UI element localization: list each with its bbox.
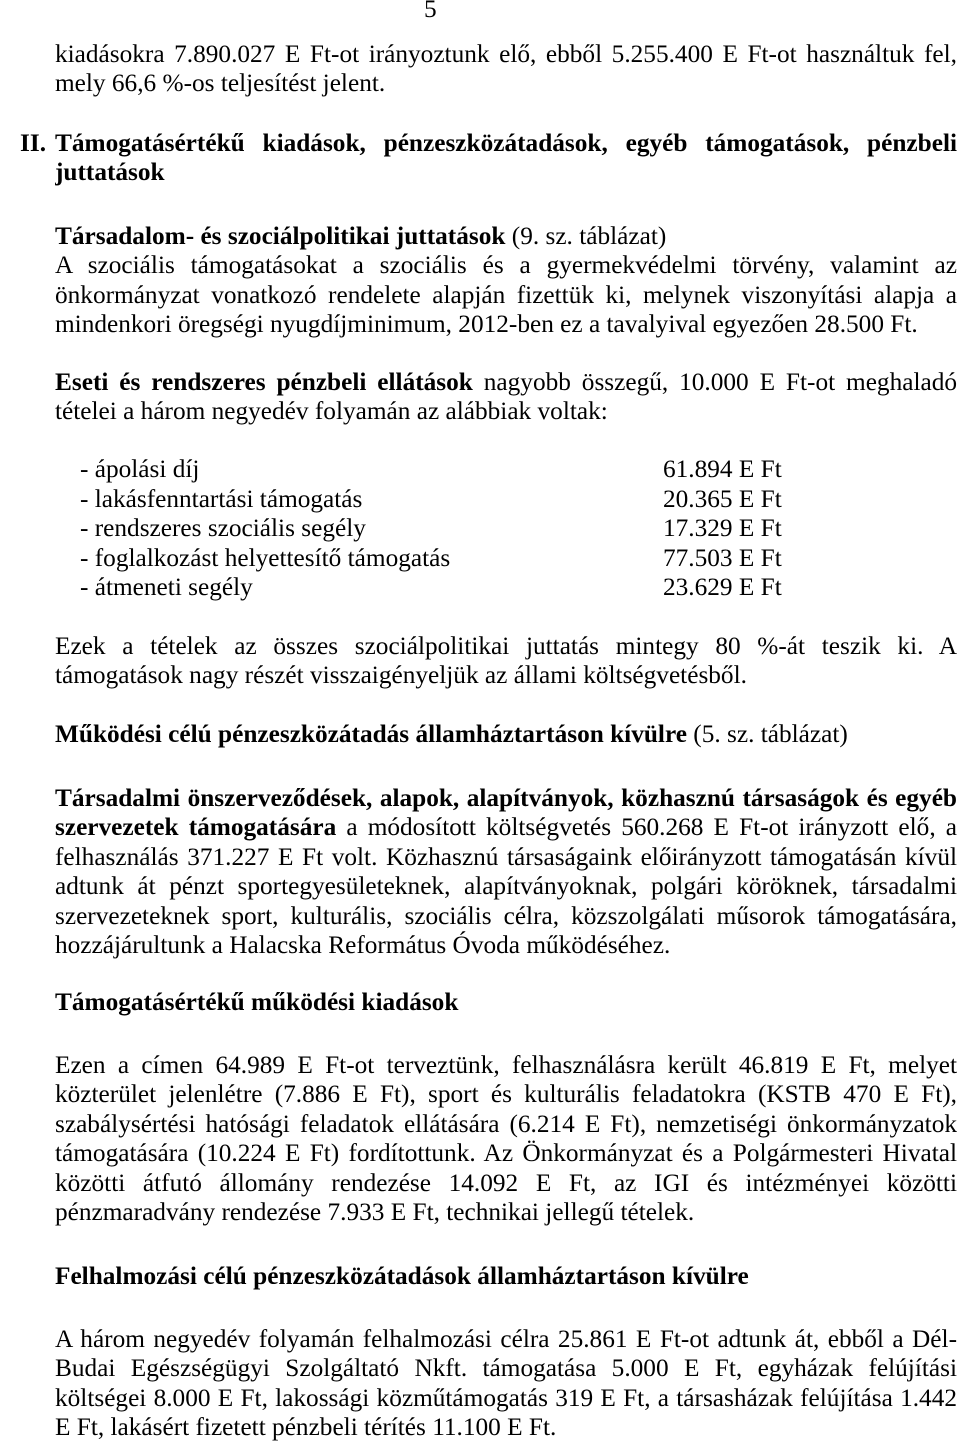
text-line: adtunk át pénzt sportegyesületeknek, alapítványoknak, polgári köröknek, társadalmi [55,872,957,901]
heading-text: Működési célú pénzeszközátadás államháztartáson kívülre [55,720,687,748]
text-run: nagyobb összegű, 10.000 E Ft-ot meghaladó [483,368,957,396]
section-title [55,129,957,188]
subsection-heading [55,222,957,251]
text-line: szervezeteknek sport, kulturális, szociális célra, közszolgálati műsorok támogatására, [55,901,957,930]
lead-text: szervezetek támogatására [55,813,337,842]
item-value: 77.503 E Ft [663,543,782,572]
item-label: - ápolási díj [80,455,200,483]
text-line: A három negyedév folyamán felhalmozási célra 25.861 E Ft-ot adtunk át, ebből a Dél- [55,1325,957,1353]
item-label: - foglalkozást helyettesítő támogatás [80,543,451,572]
title-line: juttatások [55,158,165,187]
text-line: szabálysértési hatósági feladatok ellátására (6.214 E Ft), nemzetiségi önkormányzatok [55,1109,957,1138]
text-run: a módosított költségvetés 560.268 E Ft-ot irányzott elő, a [346,813,957,842]
heading-text: Társadalom- és szociálpolitikai juttatások [55,222,506,250]
list-item [0,485,960,515]
text-line: Ezek a tételek az összes szociálpolitikai juttatás mintegy 80 %-át teszik ki. A [55,632,957,660]
list-item [0,544,960,574]
operating-transfers-heading [55,720,957,749]
subsection-heading [55,720,957,749]
share-paragraph [55,632,957,691]
item-value: 23.629 E Ft [663,573,782,601]
social-benefits-section [55,222,957,340]
text-line: E Ft, lakásért fizetett pénzbeli térítés 11.100 E Ft. [55,1413,557,1442]
text-line: önkormányzat vonatkozó rendelete alapján fizettük ki, melynek viszonyítási alapja a [55,280,957,309]
text-line: Budai Egészségügyi Szolgáltató Nkft. támogatása 5.000 E Ft, egyházak felújítási [55,1354,957,1383]
text-line: támogatások nagy részét visszaigényeljük az állami költségvetésből. [55,661,747,690]
text-line: kiadásokra 7.890.027 E Ft-ot irányoztunk elő, ebből 5.255.400 E Ft-ot használtuk fel, [55,40,957,68]
subsection-heading: Támogatásértékű működési kiadások [55,988,459,1016]
title-line: Támogatásértékű kiadások, pénzeszközátadások, egyéb támogatások, pénzbeli [55,129,957,157]
intro-paragraph [55,40,957,99]
text-line: mely 66,6 %-os teljesítést jelent. [55,69,386,98]
list-item [0,455,960,485]
text-line: felhasználás 371.227 E Ft volt. Közhasznú társaságaink előirányzott támogatásán kívül [55,842,957,871]
table-reference: (5. sz. táblázat) [693,720,848,748]
list-item [0,514,960,544]
lead-text: Eseti és rendszeres pénzbeli ellátások [55,368,473,396]
text-line: A szociális támogatásokat a szociális és a gyermekvédelmi törvény, valamint az [55,251,957,280]
item-value: 17.329 E Ft [663,514,782,542]
operating-subsidies-paragraph [55,1051,957,1227]
text-line: pénzmaradvány rendezése 7.933 E Ft, technikai jellegű tételek. [55,1197,695,1226]
text-line: hozzájárultunk a Halacska Református Óvoda működéséhez. [55,930,671,959]
text-line [55,813,957,842]
text-line: Társadalmi önszerveződések, alapok, alapítványok, közhasznú társaságok és egyéb [55,784,957,812]
text-line: költségei 8.000 E Ft, lakossági közműtámogatás 319 E Ft, a társasházak felújítása 1.442 [55,1383,957,1412]
table-reference: (9. sz. táblázat) [511,222,667,250]
item-value: 61.894 E Ft [663,455,782,483]
text-line: támogatására (10.224 E Ft) fordítottunk. Az Önkormányzat és a Polgármesteri Hivatal [55,1139,957,1168]
text-line: közötti átfutó állomány rendezése 14.092 E Ft, az IGI és intézményei közötti [55,1168,957,1197]
item-label: - rendszeres szociális segély [80,514,366,542]
civil-support-paragraph [55,784,957,960]
list-item [0,573,960,603]
subsection-heading: Felhalmozási célú pénzeszközátadások államháztartáson kívülre [55,1262,749,1290]
page-number: 5 [424,0,437,23]
text-line [55,368,957,397]
item-label: - átmeneti segély [80,573,253,601]
benefit-items-list [0,455,960,603]
text-line: mindenkori öregségi nyugdíjminimum, 2012-ben ez a tavalyival egyezően 28.500 Ft. [55,310,918,339]
section-number: II. [20,129,47,157]
text-line: tételei a három negyedév folyamán az alábbiak voltak: [55,397,608,426]
capital-transfers-heading [55,1262,957,1291]
item-label: - lakásfenntartási támogatás [80,484,363,513]
cash-benefits-paragraph [55,368,957,427]
text-line: Ezen a címen 64.989 E Ft-ot terveztünk, felhasználásra került 46.819 E Ft, melyet [55,1051,957,1079]
text-line: közterület jelenlétre (7.886 E Ft), sport és kulturális feladatokra (KSTB 470 E Ft), [55,1080,957,1109]
operating-subsidies-heading [55,988,957,1017]
item-value: 20.365 E Ft [663,484,782,513]
capital-transfers-paragraph [55,1325,957,1443]
